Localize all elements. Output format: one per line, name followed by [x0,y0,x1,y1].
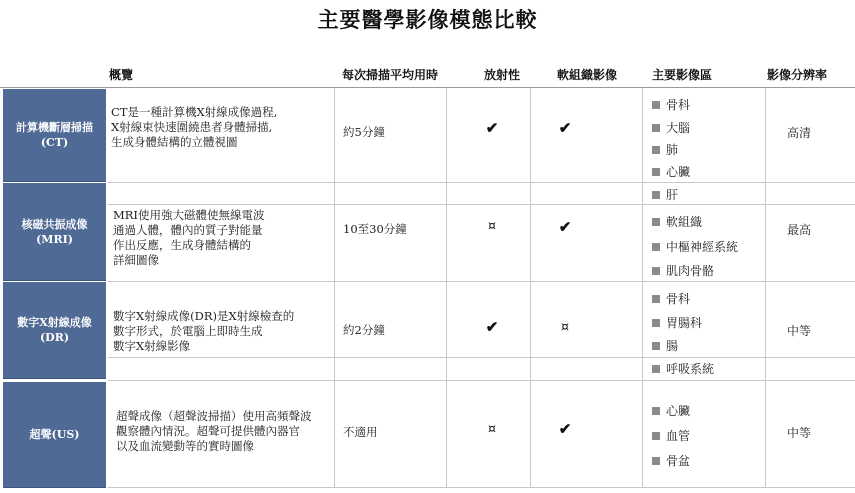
bullet-square-icon [652,457,660,465]
col-divider [530,88,531,488]
area-item: 肝 [652,186,678,203]
area-item: 肺 [652,141,678,158]
soft-tissue-check-icon: ✔ [558,218,572,236]
scan-time-mri: 10至30分鐘 [343,222,407,236]
area-item: 呼吸系統 [652,360,714,377]
row-label-ct: 計算機斷層掃描(CT) [3,89,106,182]
resolution-us: 中等 [787,426,812,440]
radiation-none-icon: ¤ [487,422,497,437]
resolution-ct: 高清 [787,126,812,140]
description-us: 超聲成像（超聲波掃描）使用高頻聲波 觀察體內情況。超聲可提供體內器官 以及血流變動等的實時圖像 [116,409,312,453]
row-divider [108,357,855,358]
area-item: 軟組織 [652,213,702,230]
scan-time-ct: 約5分鐘 [343,125,385,139]
radiation-none-icon: ¤ [487,219,497,234]
header-soft-tissue: 軟組織影像 [557,68,618,82]
row-divider [108,182,855,183]
header-overview: 概覽 [109,68,134,82]
resolution-mri: 最高 [787,223,812,237]
header-main-area: 主要影像區 [652,68,713,82]
description-mri: MRI使用強大磁體使無線電波 通過人體，體內的質子對能量 作出反應，生成身體結構的 詳細圖像 [113,208,265,267]
bullet-square-icon [652,365,660,373]
row-divider [108,380,855,381]
resolution-dr: 中等 [787,324,812,338]
area-item: 心臟 [652,163,690,180]
description-dr: 數字X射線成像(DR)是X射線檢查的 數字形式，於電腦上即時生成 數字X射線影像 [113,309,295,353]
col-divider [765,88,766,488]
bullet-square-icon [652,146,660,154]
area-item: 大腦 [652,119,690,136]
header-scan-time: 每次掃描平均用時 [342,68,439,82]
soft-tissue-check-icon: ✔ [558,420,572,438]
bullet-square-icon [652,124,660,132]
bullet-square-icon [652,218,660,226]
bullet-square-icon [652,319,660,327]
bullet-square-icon [652,432,660,440]
radiation-check-icon: ✔ [485,119,499,137]
bullet-square-icon [652,267,660,275]
bullet-square-icon [652,243,660,251]
row-divider [108,281,855,282]
area-item: 心臟 [652,402,690,419]
area-item: 胃腸科 [652,314,702,331]
col-divider [642,88,643,488]
radiation-check-icon: ✔ [485,318,499,336]
bullet-square-icon [652,101,660,109]
header-radiation: 放射性 [484,68,521,82]
soft-tissue-check-icon: ✔ [558,119,572,137]
area-item: 骨科 [652,96,690,113]
bullet-square-icon [652,295,660,303]
row-label-us: 超聲(US) [3,382,106,488]
area-item: 腸 [652,337,678,354]
row-label-mri: 核磁共振成像(MRI) [3,183,106,281]
area-item: 骨盆 [652,452,690,469]
bullet-square-icon [652,168,660,176]
soft-tissue-none-icon: ¤ [560,320,570,335]
bullet-square-icon [652,342,660,350]
col-divider [446,88,447,488]
description-ct: CT是一種計算機X射線成像過程, X射線束快速圍繞患者身體掃描, 生成身體結構的立體視圖 [111,105,278,149]
row-divider [108,487,855,488]
row-label-dr: 數字X射線成像(DR) [3,282,106,379]
scan-time-dr: 約2分鐘 [343,323,385,337]
scan-time-us: 不適用 [343,425,378,439]
row-divider [108,204,855,205]
area-item: 肌肉骨骼 [652,262,714,279]
col-divider [334,88,335,488]
bullet-square-icon [652,407,660,415]
header-resolution: 影像分辨率 [767,68,828,82]
area-item: 中樞神經系統 [652,238,738,255]
bullet-square-icon [652,191,660,199]
page-title: 主要醫學影像模態比較 [317,8,538,32]
table-top-rule [0,87,855,88]
area-item: 血管 [652,427,690,444]
area-item: 骨科 [652,290,690,307]
